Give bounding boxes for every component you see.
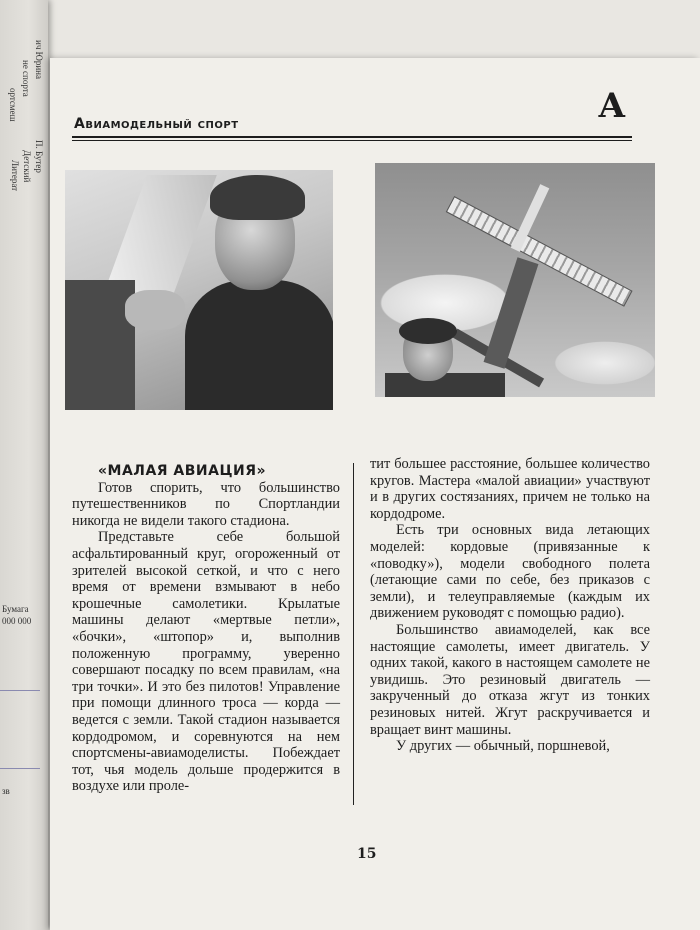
photo-boy-with-model-plane: [65, 170, 333, 410]
page-header: [72, 86, 632, 150]
left-page-fragment: Бумага: [2, 604, 29, 614]
raised-arm: [484, 257, 539, 368]
paragraph-continuation: тит большее расстояние, большее количество кругов. Мастера «малой авиации» участвуют и в других состязаниях, причем не только на кордодроме.: [370, 456, 650, 522]
header-rule: [72, 136, 632, 138]
paragraph: Представьте себе большой асфальтированный круг, огороженный от зрителей высокой сеткой, и что с него время от времени взмывают в небо крошечные самолетики. Крылатые машины делают «мертвые петли», «бочки», «штопор» и, выполнив положенную программу, уверенно совершают посадку по всем правилам, «на три точки». И это без пилотов! Управление при помощи длинного троса — корда — ведется с земли. Такой стадион называется кордодромом, и соревнуются на нем спортсмены-авиамоделисты. Побеждает тот, чья модель дольше продержится в воздухе или проле-: [72, 529, 340, 795]
model-plane-tail: [103, 175, 217, 295]
header-rule: [72, 140, 632, 141]
left-page-fragment: 000 000: [2, 616, 32, 626]
left-page-fragment: не спорта: [21, 60, 31, 97]
paragraph: У других — обычный, поршневой,: [396, 738, 610, 755]
previous-page-edge: [0, 0, 48, 930]
left-page-fragment: Литерат: [10, 160, 20, 192]
left-page-fragment: П. Бутер: [34, 140, 44, 173]
column-divider: [353, 463, 354, 805]
paragraph: Большинство авиамоделей, как все настоящие самолеты, имеет двигатель. У одних такой, какого в настоящем самолете не увидишь. Это резиновый двигатель — закрученный до отказа жгут из тонких резиновых нитей. Жгут раскручивается и вращает винт машины.: [370, 621, 650, 738]
page-number: 15: [357, 846, 377, 862]
text-column-right: [370, 456, 650, 755]
section-letter: А: [598, 86, 626, 126]
photo-shadow: [65, 280, 135, 410]
boy-hand: [125, 290, 185, 330]
left-page-rule: [0, 690, 40, 691]
left-page-fragment: ич Юрина: [34, 40, 44, 79]
man-hair: [399, 318, 457, 344]
left-page-fragment: зв: [2, 786, 10, 796]
left-page-fragment: ортсмеш: [8, 88, 18, 122]
left-page-fragment: Детский: [22, 150, 32, 183]
glider-wing: [446, 196, 633, 307]
section-title: «МАЛАЯ АВИАЦИЯ»: [98, 463, 267, 479]
left-page-rule: [0, 768, 40, 769]
boy-hair: [210, 175, 305, 220]
text-column-left: [72, 463, 340, 795]
page-title: Авиамодельный спорт: [74, 116, 239, 132]
man-shoulders: [385, 373, 505, 397]
paragraph: Есть три основных вида летающих моделей: кордовые (привязанные к «поводку»), модели свободного полета (летающие сами по себе, без приказов с земли), и телеуправляемые (каждым их движением руководят с помощью радио).: [370, 522, 650, 622]
book-page: [50, 58, 700, 930]
paragraph: Готов спорить, что большинство путешественников по Спортландии никогда не видели такого стадиона.: [72, 479, 340, 529]
boy-sweater: [185, 280, 333, 410]
photo-man-launching-glider: [375, 163, 655, 397]
